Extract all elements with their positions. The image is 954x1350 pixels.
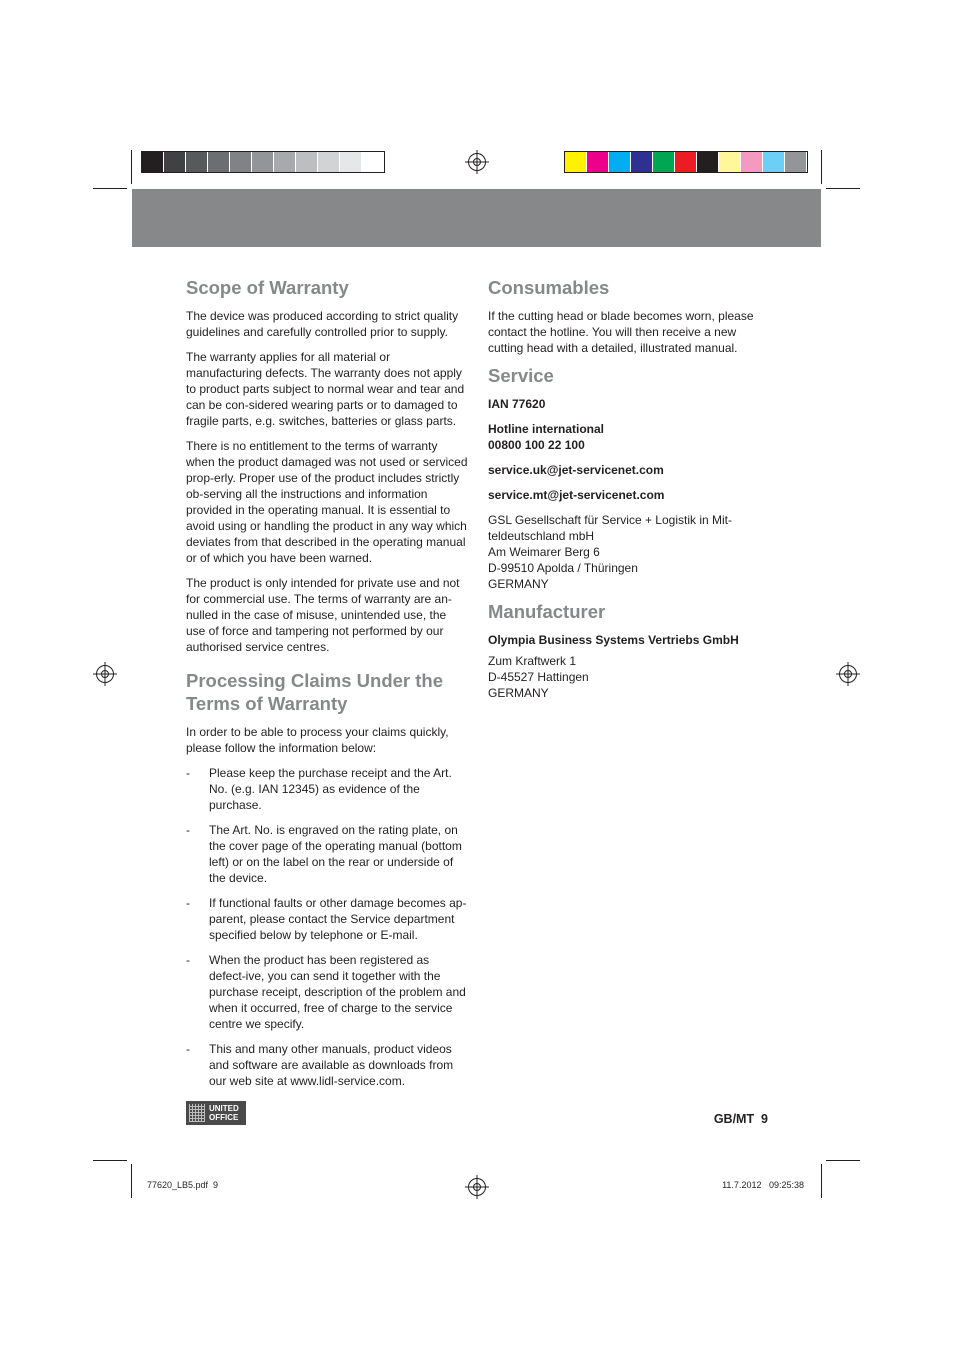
color-patch — [719, 152, 741, 172]
bullet-dash: - — [186, 823, 190, 837]
list-item-text: This and many other manuals, product videos and software are available as downloads from our web site at www.lidl-service.com. — [209, 1042, 454, 1088]
header-band — [132, 189, 821, 247]
service-email-mt[interactable]: service.mt@jet-servicenet.com — [488, 488, 665, 502]
scope-paragraph: There is no entitlement to the terms of warranty when the product damaged was not used or serviced prop-erly. Proper use of the product includes strictly ob-serving all the instructions and information provided in the operating manual. It is essential to avoid using or handling the product in any way which deviates from that described in the operating manual or of which you have been warned. — [186, 439, 468, 565]
address-line: teldeutschland mbH — [488, 529, 595, 543]
color-patch — [785, 152, 807, 172]
ian-number: IAN 77620 — [488, 397, 546, 411]
grayscale-color-bar — [141, 151, 385, 173]
claims-list — [186, 765, 468, 1089]
color-patch — [675, 152, 697, 172]
manufacturer-address — [488, 653, 770, 701]
list-item-text: When the product has been registered as defect-ive, you can send it together with the purchase receipt, description of the problem and when it occurred, free of charge to the service centre we specify. — [209, 953, 466, 1031]
address-line: GSL Gesellschaft für Service + Logistik in Mit- — [488, 513, 732, 527]
color-patch — [230, 152, 252, 172]
page-number-value: 9 — [761, 1112, 768, 1126]
bullet-dash: - — [186, 766, 190, 780]
color-patch — [653, 152, 675, 172]
logo-text — [209, 1104, 239, 1122]
address-line: Am Weimarer Berg 6 — [488, 545, 600, 559]
color-patch — [763, 152, 785, 172]
scope-of-warranty-heading: Scope of Warranty — [186, 277, 349, 298]
united-office-logo — [186, 1101, 246, 1125]
service-address — [488, 512, 770, 592]
bullet-dash: - — [186, 953, 190, 967]
address-line: D-99510 Apolda / Thüringen — [488, 561, 638, 575]
page-number — [714, 1112, 768, 1126]
logo-line: UNITED — [209, 1104, 239, 1113]
color-patch — [362, 152, 384, 172]
logo-grid-icon — [189, 1104, 205, 1122]
hotline-label: Hotline international — [488, 422, 605, 436]
slug-file: 77620_LB5.pdf 9 — [147, 1180, 219, 1190]
color-patch — [631, 152, 653, 172]
process-color-bar — [564, 151, 808, 173]
color-patch — [609, 152, 631, 172]
color-patch — [340, 152, 362, 172]
color-patch — [565, 152, 587, 172]
color-patch — [274, 152, 296, 172]
manufacturer-heading: Manufacturer — [488, 601, 606, 622]
address-line: GERMANY — [488, 686, 549, 700]
color-patch — [186, 152, 208, 172]
scope-paragraph: The warranty applies for all material or manufacturing defects. The warranty does not apply to product parts subject to normal wear and tear and can be con-sidered wearing parts or to damaged to fragile parts, e.g. switches, batteries or glass parts. — [186, 350, 465, 428]
registration-mark-icon — [468, 1178, 486, 1196]
list-item-text: If functional faults or other damage becomes ap-parent, please contact the Service department specified below by telephone or E-mail. — [209, 896, 467, 942]
color-patch — [142, 152, 164, 172]
right-column — [488, 276, 770, 701]
crop-mark — [93, 1160, 127, 1161]
crop-mark — [93, 188, 127, 189]
slug-date: 11.7.2012 09:25:38 — [722, 1180, 804, 1190]
crop-mark — [821, 150, 822, 184]
logo-line: OFFICE — [209, 1113, 239, 1122]
address-line: D-45527 Hattingen — [488, 670, 589, 684]
color-patch — [697, 152, 719, 172]
claims-intro: In order to be able to process your claims quickly, please follow the information below: — [186, 725, 449, 755]
manufacturer-name: Olympia Business Systems Vertriebs GmbH — [488, 633, 739, 647]
bullet-dash: - — [186, 896, 190, 910]
crop-mark — [131, 1164, 132, 1198]
hotline-number: 00800 100 22 100 — [488, 438, 585, 452]
crop-mark — [131, 150, 132, 184]
service-email-uk[interactable]: service.uk@jet-servicenet.com — [488, 463, 664, 477]
service-heading: Service — [488, 365, 554, 386]
registration-mark-icon — [839, 665, 857, 683]
color-patch — [208, 152, 230, 172]
crop-mark — [826, 1160, 860, 1161]
color-patch — [741, 152, 763, 172]
consumables-heading: Consumables — [488, 277, 610, 298]
crop-mark — [826, 188, 860, 189]
scope-paragraph: The product is only intended for private use and not for commercial use. The terms of warranty are an-nulled in the case of misuse, unintended use, the use of force and tampering not performed by our authorised service centres. — [186, 576, 460, 654]
list-item — [186, 895, 468, 943]
scope-paragraph: The device was produced according to strict quality guidelines and carefully controlled prior to supply. — [186, 309, 459, 339]
left-column — [186, 276, 468, 1089]
color-patch — [587, 152, 609, 172]
color-patch — [164, 152, 186, 172]
crop-mark — [821, 1164, 822, 1198]
list-item — [186, 1041, 468, 1089]
list-item-text: The Art. No. is engraved on the rating plate, on the cover page of the operating manual (bottom left) or on the label on the rear or underside of the device. — [209, 823, 462, 885]
consumables-text: If the cutting head or blade becomes worn, please contact the hotline. You will then receive a new cutting head with a detailed, illustrated manual. — [488, 309, 754, 355]
address-line: Zum Kraftwerk 1 — [488, 654, 577, 668]
registration-mark-icon — [468, 153, 486, 171]
processing-claims-heading: Processing Claims Under the Terms of Warranty — [186, 670, 444, 714]
color-patch — [318, 152, 340, 172]
color-patch — [296, 152, 318, 172]
list-item-text: Please keep the purchase receipt and the Art. No. (e.g. IAN 12345) as evidence of the purchase. — [209, 766, 452, 812]
list-item — [186, 952, 468, 1032]
color-patch — [252, 152, 274, 172]
address-line: GERMANY — [488, 577, 549, 591]
bullet-dash: - — [186, 1042, 190, 1056]
list-item — [186, 822, 468, 886]
list-item — [186, 765, 468, 813]
page-label: GB/MT — [713, 1112, 755, 1126]
registration-mark-icon — [96, 665, 114, 683]
